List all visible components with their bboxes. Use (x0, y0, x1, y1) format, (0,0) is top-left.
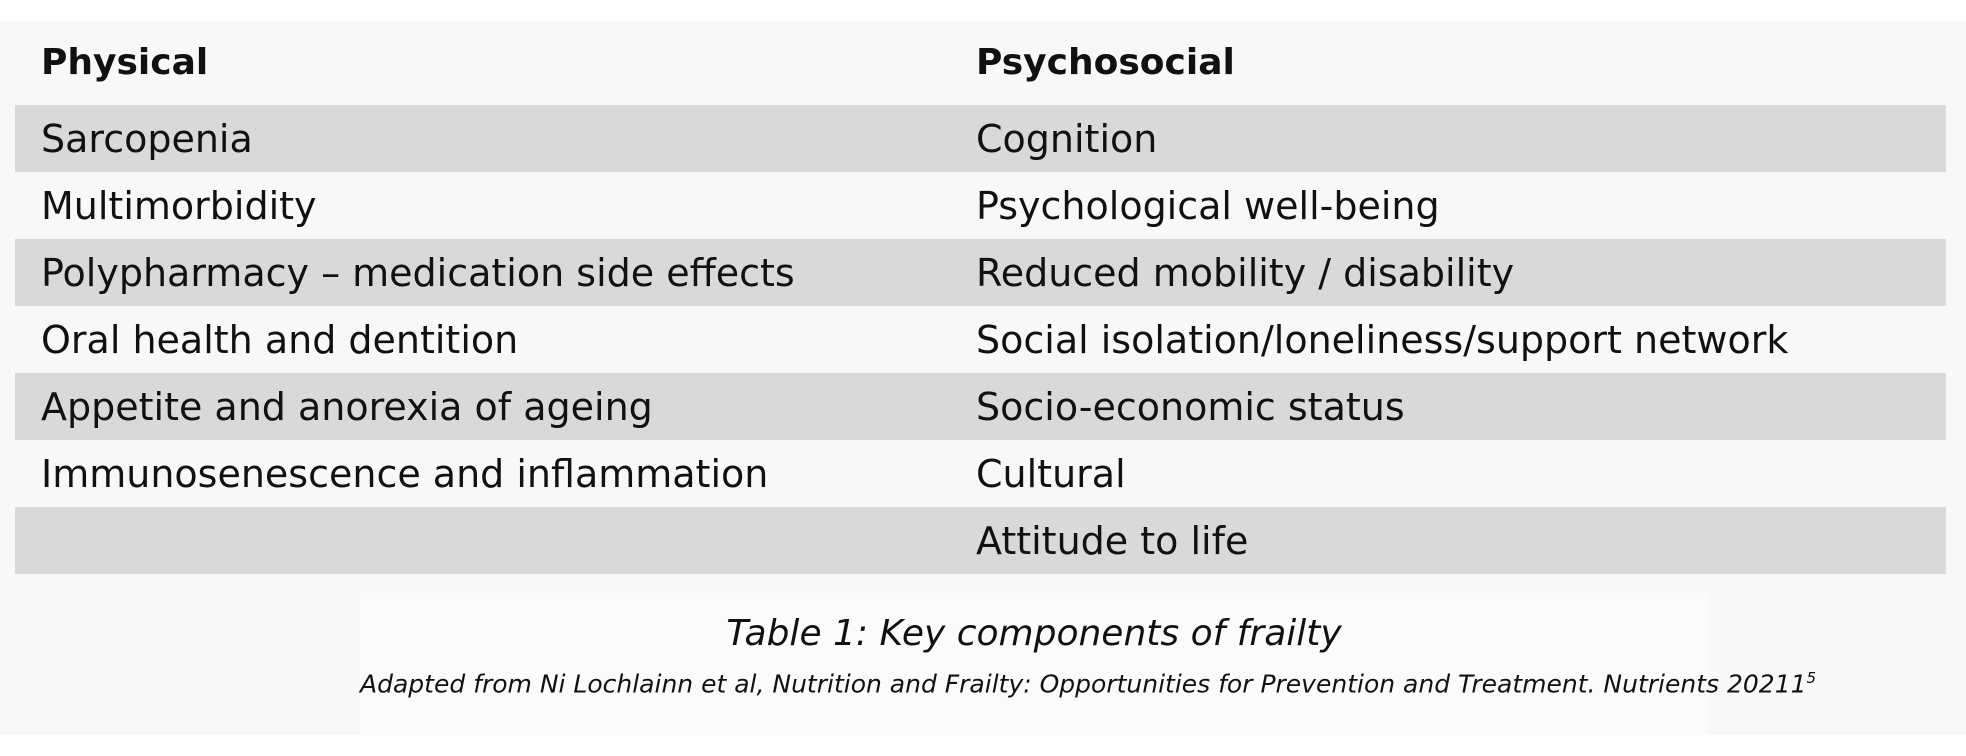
header-psychosocial: Psychosocial (976, 42, 1235, 83)
table-row (15, 239, 1946, 306)
psychosocial-cell: Socio-economic status (976, 384, 1405, 429)
psychosocial-cell: Psychological well-being (976, 183, 1440, 228)
psychosocial-cell: Cultural (976, 451, 1126, 496)
psychosocial-cell: Reduced mobility / disability (976, 250, 1515, 295)
physical-cell: Multimorbidity (41, 183, 317, 228)
physical-cell: Sarcopenia (41, 116, 253, 161)
physical-cell: Polypharmacy – medication side effects (41, 250, 795, 295)
psychosocial-cell: Social isolation/loneliness/support network (976, 317, 1789, 362)
frailty-components-table (15, 21, 1946, 574)
physical-cell: Appetite and anorexia of ageing (41, 384, 653, 429)
table-caption (360, 593, 1817, 735)
table-row (15, 306, 1946, 373)
table-row (15, 373, 1946, 440)
caption-title: Table 1: Key components of frailty (726, 613, 1342, 654)
caption-source-text: Adapted from Ni Lochlainn et al, Nutrition and Frailty: Opportunities for Prevention and Treatment. Nutrients 20211 (360, 669, 1807, 699)
physical-cell: Immunosenescence and inflammation (41, 451, 769, 496)
psychosocial-cell: Cognition (976, 116, 1158, 161)
caption-superscript: 5 (1806, 669, 1817, 687)
caption-source (360, 669, 1817, 699)
header-physical: Physical (41, 42, 209, 83)
table-row (15, 507, 1946, 574)
table-row (15, 105, 1946, 172)
table-header-row (15, 21, 1946, 105)
table-row (15, 440, 1946, 507)
table-row (15, 172, 1946, 239)
psychosocial-cell: Attitude to life (976, 518, 1249, 563)
physical-cell: Oral health and dentition (41, 317, 519, 362)
